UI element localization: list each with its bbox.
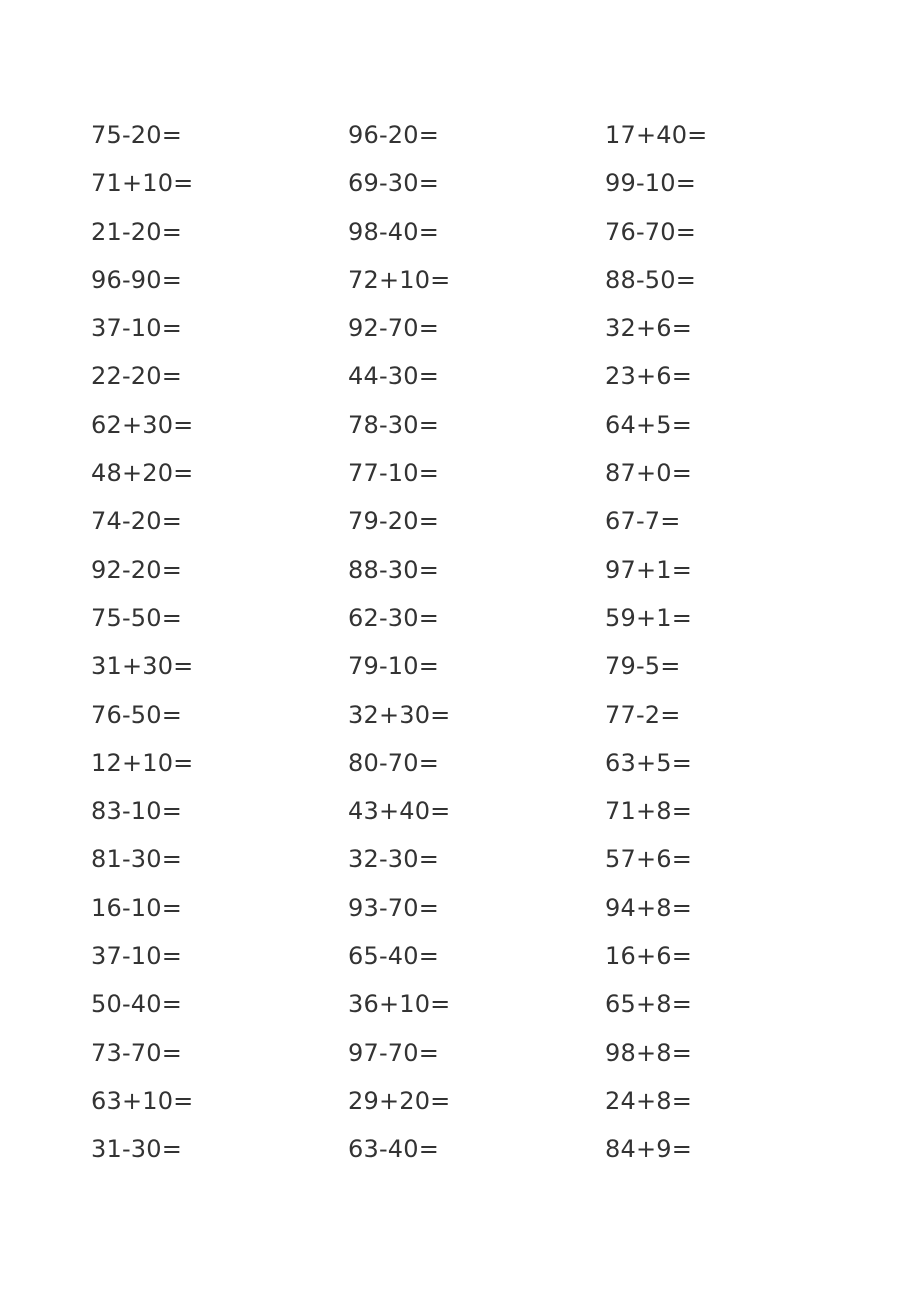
math-problem: 87+0= xyxy=(605,459,693,488)
math-problem: 65-40= xyxy=(348,942,440,971)
math-problem: 63+5= xyxy=(605,748,693,777)
problem-grid xyxy=(91,118,825,1181)
math-problem: 23+6= xyxy=(605,362,693,391)
math-problem: 96-20= xyxy=(348,121,440,149)
math-problem: 84+9= xyxy=(605,1135,693,1164)
math-problem: 17+40= xyxy=(605,121,708,149)
math-problem: 93-70= xyxy=(348,893,440,922)
math-problem: 48+20= xyxy=(91,459,194,488)
math-problem: 98+8= xyxy=(605,1038,693,1067)
math-problem: 83-10= xyxy=(91,797,183,826)
math-problem: 63-40= xyxy=(348,1135,440,1164)
math-problem: 67-7= xyxy=(605,507,681,536)
math-problem: 31-30= xyxy=(91,1135,183,1164)
math-problem: 37-10= xyxy=(91,314,183,343)
math-problem: 36+10= xyxy=(348,990,451,1019)
math-problem: 62-30= xyxy=(348,603,440,632)
math-problem: 88-30= xyxy=(348,555,440,584)
math-problem: 32-30= xyxy=(348,845,440,874)
math-problem: 72+10= xyxy=(348,265,451,294)
math-problem: 59+1= xyxy=(605,603,693,632)
math-problem: 44-30= xyxy=(348,362,440,391)
math-problem: 77-2= xyxy=(605,700,681,729)
math-problem: 94+8= xyxy=(605,893,693,922)
math-problem: 65+8= xyxy=(605,990,693,1019)
math-problem: 32+30= xyxy=(348,700,451,729)
math-problem: 79-20= xyxy=(348,507,440,536)
math-problem: 79-5= xyxy=(605,652,681,681)
math-problem: 62+30= xyxy=(91,410,194,439)
math-problem: 75-20= xyxy=(91,121,183,149)
math-problem: 96-90= xyxy=(91,265,183,294)
math-problem: 64+5= xyxy=(605,410,693,439)
math-problem: 16+6= xyxy=(605,942,693,971)
math-problem: 92-20= xyxy=(91,555,183,584)
math-problem: 92-70= xyxy=(348,314,440,343)
math-problem: 71+10= xyxy=(91,169,194,198)
math-problem: 81-30= xyxy=(91,845,183,874)
math-problem: 57+6= xyxy=(605,845,693,874)
math-problem: 69-30= xyxy=(348,169,440,198)
math-problem: 97-70= xyxy=(348,1038,440,1067)
math-problem: 24+8= xyxy=(605,1086,693,1115)
math-problem: 88-50= xyxy=(605,265,697,294)
math-problem: 31+30= xyxy=(91,652,194,681)
math-problem: 22-20= xyxy=(91,362,183,391)
math-problem: 78-30= xyxy=(348,410,440,439)
math-problem: 43+40= xyxy=(348,797,451,826)
math-problem: 29+20= xyxy=(348,1086,451,1115)
math-problem: 80-70= xyxy=(348,748,440,777)
math-problem: 12+10= xyxy=(91,748,194,777)
math-problem: 71+8= xyxy=(605,797,693,826)
math-problem: 50-40= xyxy=(91,990,183,1019)
math-problem: 63+10= xyxy=(91,1086,194,1115)
math-problem: 79-10= xyxy=(348,652,440,681)
math-problem: 32+6= xyxy=(605,314,693,343)
math-problem: 21-20= xyxy=(91,217,183,246)
math-problem: 77-10= xyxy=(348,459,440,488)
math-problem: 75-50= xyxy=(91,603,183,632)
math-problem: 76-50= xyxy=(91,700,183,729)
math-problem: 73-70= xyxy=(91,1038,183,1067)
math-problem: 97+1= xyxy=(605,555,693,584)
math-problem: 99-10= xyxy=(605,169,697,198)
math-problem: 76-70= xyxy=(605,217,697,246)
math-problem: 37-10= xyxy=(91,942,183,971)
math-problem: 98-40= xyxy=(348,217,440,246)
math-problem: 16-10= xyxy=(91,893,183,922)
math-problem: 74-20= xyxy=(91,507,183,536)
